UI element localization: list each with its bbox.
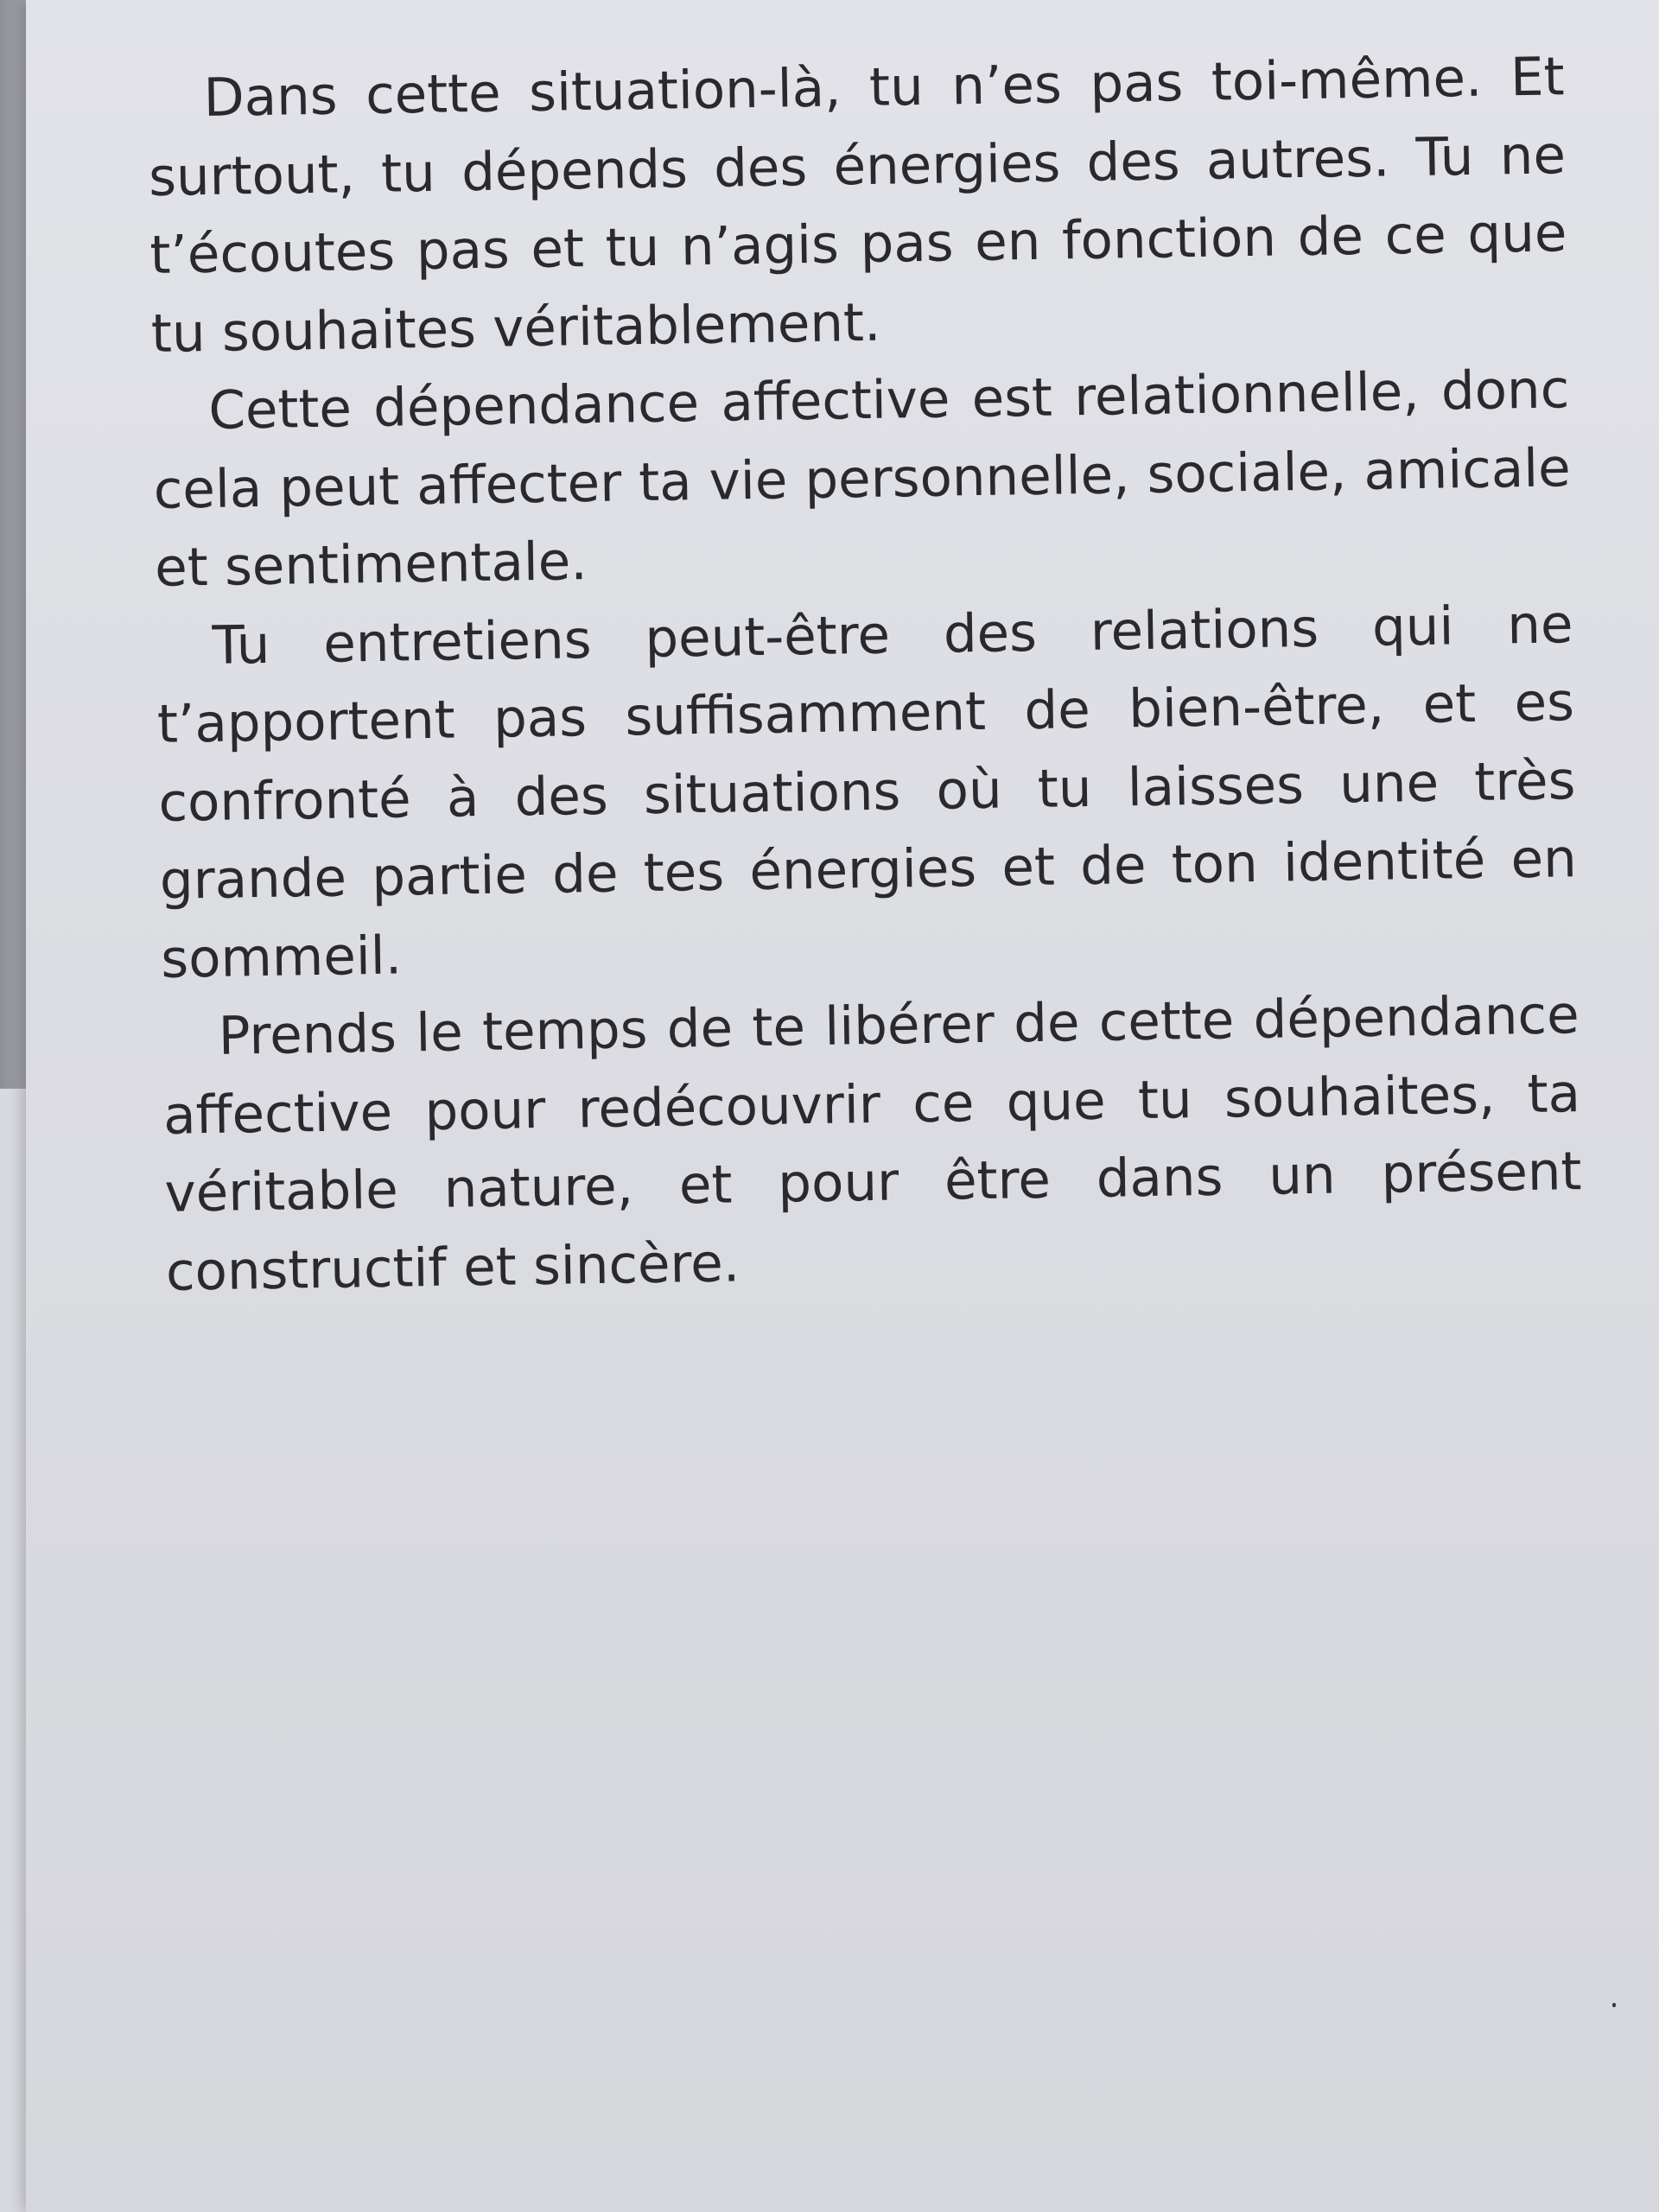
body-text: [147, 38, 1584, 1312]
paragraph-3: Tu entretiens peut-être des relations qui ne t’apportent pas suffisamment de bien-être, et es confronté à des situations où tu laisses une très grande partie de tes énergies et de ton identité en sommeil.: [156, 593, 1578, 990]
book-page: [26, 0, 1659, 2212]
paper-speck: [1612, 2003, 1616, 2007]
paragraph-4: Prends le temps de te libérer de cette dépendance affective pour redécouvrir ce que tu souhaites, ta véritable nature, et pour être dans un présent constructif et sincère.: [162, 984, 1582, 1303]
paragraph-2: Cette dépendance affective est relationnelle, donc cela peut affecter ta vie personnelle, sociale, amicale et sentimentale.: [153, 359, 1572, 599]
paragraph-1: Dans cette situation-là, tu n’es pas toi-même. Et surtout, tu dépends des énergies des autres. Tu ne t’écoutes pas et tu n’agis pas en fonction de ce que tu souhaites véritablement.: [148, 46, 1567, 365]
